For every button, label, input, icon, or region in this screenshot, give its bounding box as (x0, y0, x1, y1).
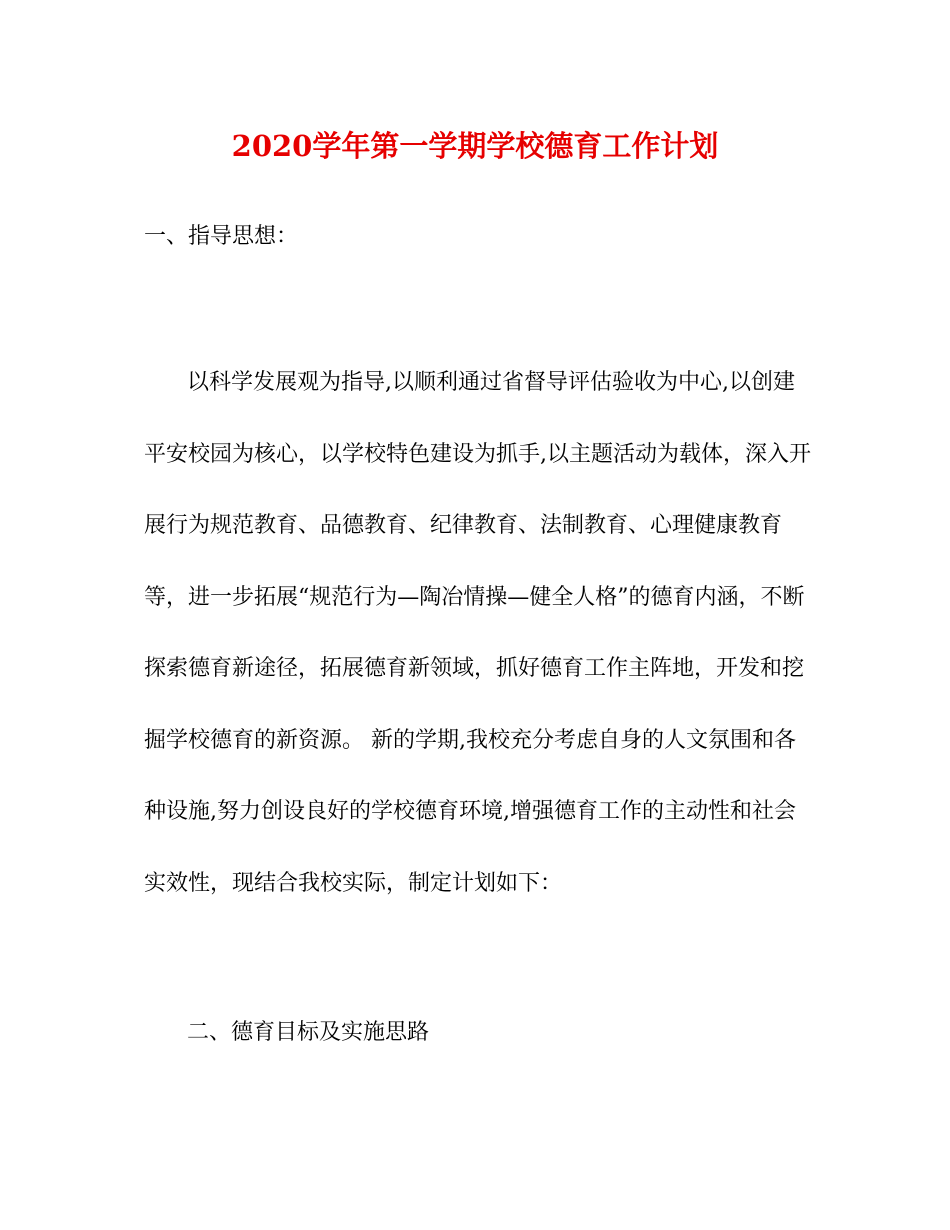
paragraph-line: 平安校园为核心，以学校特色建设为抓手,以主题活动为载体，深入开 (144, 441, 811, 467)
paragraph-line: 掘学校德育的新资源。 新的学期,我校充分考虑自身的人文氛围和各 (144, 727, 796, 753)
section-heading-moral-education-goals: 二、德育目标及实施思路 (187, 1020, 430, 1045)
paragraph-line: 展行为规范教育、品德教育、纪律教育、法制教育、心理健康教育 (144, 513, 783, 538)
document-title: 2020学年第一学期学校德育工作计划 (231, 129, 719, 163)
paragraph-line: 实效性，现结合我校实际，制定计划如下： (144, 870, 563, 896)
paragraph-line: 探索德育新途径，拓展德育新领域，抓好德育工作主阵地，开发和挖 (144, 656, 805, 681)
paragraph-line: 种设施,努力创设良好的学校德育环境,增强德育工作的主动性和社会 (144, 799, 796, 824)
paragraph-line: 以科学发展观为指导,以顺利通过省督导评估验收为中心,以创建 (187, 370, 795, 395)
guiding-ideology-paragraph (144, 368, 824, 940)
paragraph-line: 等，进一步拓展“规范行为—陶冶情操—健全人格”的德育内涵，不断 (144, 584, 805, 610)
section-heading-guiding-ideology: 一、指导思想： (144, 224, 299, 249)
